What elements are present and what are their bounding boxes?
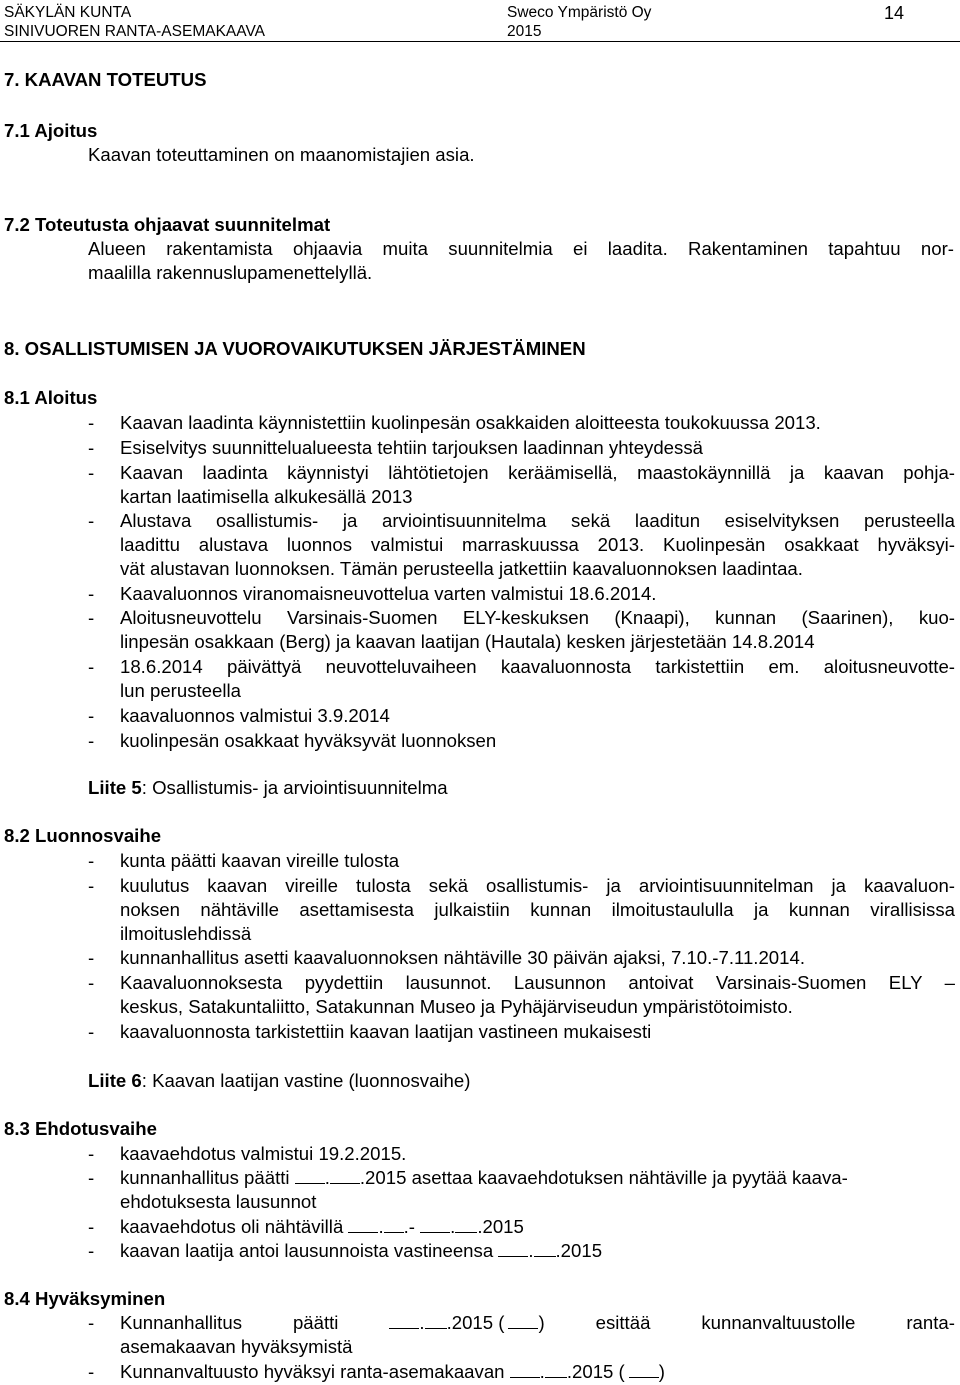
section-8-2-title: 8.2 Luonnosvaihe [4,825,162,846]
header-year: 2015 [507,23,542,40]
ehdotus-item-3-year: .2015 [477,1216,524,1237]
blank-section [508,1312,538,1329]
ehdotus-item-4-year: .2015 [555,1240,603,1261]
section-7-2-line1: Alueen rakentamista ohjaavia muita suunnitelmia ei laadita. Rakentaminen tapahtuu nor- [88,238,954,259]
section-8-title: 8. OSALLISTUMISEN JA VUOROVAIKUTUKSEN JÄRJESTÄMINEN [4,338,586,359]
bullet-dash: - [88,850,95,871]
hyvaksyminen-item-2-text: Kunnanvaltuusto hyväksyi ranta-asemakaavan [120,1361,505,1382]
luonnos-item-5: kaavaluonnosta tarkistettiin kaavan laatijan vastineen mukaisesti [120,1021,652,1042]
section-7-title: 7. KAAVAN TOTEUTUS [4,69,207,90]
luonnos-item-2-line1: kuulutus kaavan vireille tulosta sekä osallistumis- ja arviointisuunnitelman ja kaavaluon- [120,875,955,896]
bullet-dash: - [88,510,95,531]
aloitus-item-7-line1: 18.6.2014 päivättyä neuvotteluvaiheen kaavaluonnosta tarkistettiin em. aloitusneuvotte- [120,656,955,677]
hyvaksyminen-item-1-line1 [120,1311,955,1335]
header-left [4,3,265,41]
date-range-sep: .- [403,1216,415,1237]
appendix-6-ref [88,1069,470,1093]
ehdotus-item-2-text-b: .2015 asettaa kaavaehdotuksen nähtäville ja pyytää kaava- [359,1167,848,1188]
bullet-dash: - [88,1312,95,1333]
bullet-dash: - [88,947,95,968]
bullet-dash: - [88,730,95,751]
appendix-6-label: Liite 6 [88,1070,142,1091]
date-year: .2015 ( [566,1361,625,1382]
blank-month [384,1216,404,1233]
word: kunnanvaltuustolle [701,1312,856,1333]
ehdotus-item-2-text-a: kunnanhallitus päätti [120,1167,290,1188]
aloitus-item-6-line2: linpesän osakkaan (Berg) ja kaavan laatijan (Hautala) kesken järjestetään 14.8.2014 [120,631,815,652]
aloitus-item-8: kaavaluonnos valmistui 3.9.2014 [120,705,390,726]
word: esittää [595,1312,651,1333]
bullet-dash: - [88,437,95,458]
hyvaksyminen-item-2 [120,1360,665,1384]
ehdotus-item-4 [120,1239,602,1263]
bullet-dash: - [88,1143,95,1164]
bullet-dash: - [88,1021,95,1042]
luonnos-item-4-line2: keskus, Satakuntaliitto, Satakunnan Museo ja Pyhäjärviseudun ympäristötoimisto. [120,996,793,1017]
luonnos-item-2-line2: noksen nähtäville asettamisesta julkaistiin kunnan ilmoitustaululla ja kunnan virallisissa [120,899,955,920]
page-header [4,3,960,41]
aloitus-item-5: Kaavaluonnos viranomaisneuvottelua varten valmistui 18.6.2014. [120,583,657,604]
ehdotus-item-1: kaavaehdotus valmistui 19.2.2015. [120,1143,407,1164]
aloitus-item-4-line2: laadittu alustava luonnos valmistui marraskuussa 2013. Kuolinpesän osakkaat hyväksyi- [120,534,955,555]
date-dot: . [324,1167,330,1188]
bullet-dash: - [88,875,95,896]
ehdotus-item-2-line2: ehdotuksesta lausunnot [120,1191,317,1212]
word: ranta- [906,1312,955,1333]
paren-close: ) [538,1312,545,1333]
bullet-dash: - [88,1361,95,1382]
blank-month [425,1312,447,1329]
hyvaksyminen-item-1-line2: asemakaavan hyväksymistä [120,1336,353,1357]
blank-month [455,1216,477,1233]
aloitus-item-1: Kaavan laadinta käynnistettiin kuolinpesän osakkaiden aloitteesta toukokuussa 2013. [120,412,821,433]
section-8-1-title: 8.1 Aloitus [4,387,98,408]
company-name: Sweco Ympäristö Oy [507,4,652,21]
date-blank [389,1311,544,1335]
blank-day [510,1361,540,1378]
ehdotus-item-3 [120,1215,524,1239]
appendix-5-label: Liite 5 [88,777,142,798]
bullet-dash: - [88,462,95,483]
bullet-dash: - [88,1167,95,1188]
blank-day [295,1167,325,1184]
date-dot: . [450,1216,456,1237]
aloitus-item-3-line1: Kaavan laadinta käynnistyi lähtötietojen keräämisellä, maastokäynnillä ja kaavan pohja- [120,462,955,483]
bullet-dash: - [88,1240,95,1261]
aloitus-item-4-line3: vät alustavan luonnoksen. Tämän perusteella jatkettiin kaavaluonnoksen laadintaa. [120,558,803,579]
blank-section [629,1361,659,1378]
blank-month [545,1361,567,1378]
municipality-name: SÄKYLÄN KUNTA [4,4,132,21]
word: Kunnanhallitus [120,1312,242,1333]
ehdotus-item-4-text: kaavan laatija antoi lausunnoista vastineensa [120,1240,494,1261]
section-7-1-text: Kaavan toteuttaminen on maanomistajien asia. [88,144,475,165]
date-dot: . [378,1216,384,1237]
ehdotus-item-3-text: kaavaehdotus oli nähtävillä [120,1216,344,1237]
aloitus-item-2: Esiselvitys suunnittelualueesta tehtiin tarjouksen laadinnan yhteydessä [120,437,703,458]
section-7-2-title: 7.2 Toteutusta ohjaavat suunnitelmat [4,214,331,235]
luonnos-item-4-line1: Kaavaluonnoksesta pyydettiin lausunnot. Lausunnon antoivat Varsinais-Suomen ELY – [120,972,955,993]
aloitus-item-6-line1: Aloitusneuvottelu Varsinais-Suomen ELY-keskuksen (Knaapi), kunnan (Saarinen), kuo- [120,607,955,628]
appendix-5-ref [88,776,448,800]
appendix-6-text: : Kaavan laatijan vastine (luonnosvaihe) [141,1070,471,1091]
header-rule [0,41,960,42]
bullet-dash: - [88,1216,95,1237]
date-year: .2015 ( [446,1312,505,1333]
word: päätti [292,1312,339,1333]
aloitus-item-4-line1: Alustava osallistumis- ja arviointisuunnitelma sekä laaditun esiselvityksen perusteella [120,510,955,531]
blank-day [389,1312,419,1329]
section-8-4-title: 8.4 Hyväksyminen [4,1288,166,1309]
section-8-3-title: 8.3 Ehdotusvaihe [4,1118,157,1139]
luonnos-item-1: kunta päätti kaavan vireille tulosta [120,850,400,871]
bullet-dash: - [88,412,95,433]
header-middle [507,3,651,41]
date-dot: . [419,1312,425,1333]
aloitus-item-7-line2: lun perusteella [120,680,241,701]
plan-name: SINIVUOREN RANTA-ASEMAKAAVA [4,23,265,40]
bullet-dash: - [88,705,95,726]
appendix-5-text: : Osallistumis- ja arviointisuunnitelma [141,777,448,798]
bullet-dash: - [88,607,95,628]
bullet-dash: - [88,583,95,604]
blank-day [348,1216,378,1233]
date-dot: . [528,1240,534,1261]
paren-close: ) [658,1361,665,1382]
page-number: 14 [884,3,905,23]
bullet-dash: - [88,972,95,993]
blank-day [498,1240,528,1257]
date-dot: . [539,1361,545,1382]
blank-month [534,1240,556,1257]
blank-month [330,1167,360,1184]
ehdotus-item-2-line1 [120,1166,955,1190]
luonnos-item-3: kunnanhallitus asetti kaavaluonnoksen nähtäville 30 päivän ajaksi, 7.10.-7.11.2014. [120,947,805,968]
bullet-dash: - [88,656,95,677]
luonnos-item-2-line3: ilmoituslehdissä [120,923,252,944]
aloitus-item-3-line2: kartan laatimisella alkukesällä 2013 [120,486,413,507]
blank-day [420,1216,450,1233]
section-7-1-title: 7.1 Ajoitus [4,120,98,141]
section-7-2-line2: maalilla rakennuslupamenettelyllä. [88,262,373,283]
aloitus-item-9: kuolinpesän osakkaat hyväksyvät luonnoksen [120,730,497,751]
